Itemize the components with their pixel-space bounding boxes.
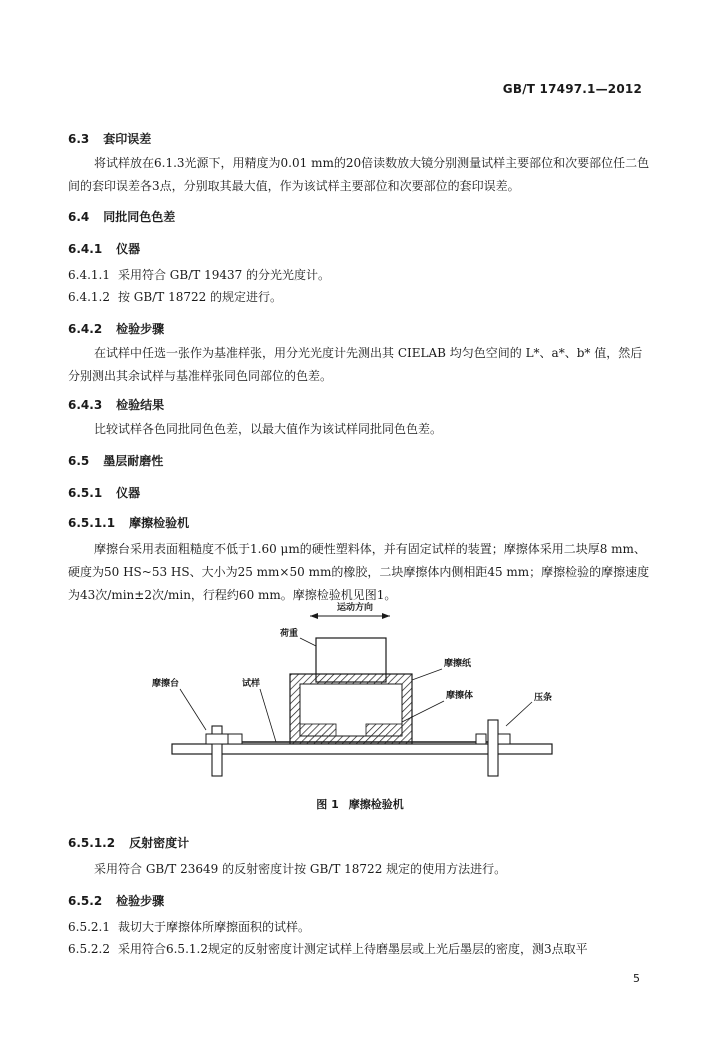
heading-number: 6.4	[68, 210, 90, 224]
label-paper: 摩擦纸	[444, 659, 472, 669]
paragraph-6-4-3: 比较试样各色同批同色色差，以最大值作为该试样同批同色色差。	[94, 422, 443, 436]
heading-title: 检验步骤	[116, 322, 165, 336]
label-direction: 运动方向	[337, 603, 374, 613]
heading-number: 6.5.2	[68, 894, 103, 908]
direction-arrow-left-head	[310, 613, 318, 619]
leader-load	[300, 638, 316, 646]
clamp-left-pad	[228, 734, 242, 744]
leader-paper	[412, 669, 442, 680]
item-text: 采用符合6.5.1.2规定的反射密度计测定试样上待磨墨层或上光后墨层的密度，测3点取平	[117, 942, 588, 956]
heading-6-5-1-1	[68, 514, 189, 531]
item-text: 裁切大于摩擦体所摩擦面积的试样。	[117, 920, 310, 934]
label-clamp: 压条	[534, 693, 553, 703]
item-6-4-1-1	[68, 264, 653, 287]
item-number: 6.4.1.2	[68, 290, 110, 304]
item-6-4-1-2	[68, 286, 653, 309]
heading-6-3	[68, 130, 151, 147]
heading-6-5-2	[68, 892, 164, 909]
paragraph-6-5-1-1: 摩擦台采用表面粗糙度不低于1.60 μm的硬性塑料体，并有固定试样的装置；摩擦体采用二块厚8 mm、硬度为50 HS~53 HS、大小为25 mm×50 mm的橡胶，二块摩擦体内侧相距45 mm；摩擦检验的摩擦速度为43次/min±2次/min，行程约60 mm。摩擦检验机见图1。	[68, 542, 650, 602]
label-body: 摩擦体	[446, 691, 474, 701]
heading-title: 检验结果	[116, 398, 165, 412]
heading-number: 6.3	[68, 132, 90, 146]
heading-title: 反射密度计	[129, 836, 190, 850]
heading-number: 6.4.3	[68, 398, 103, 412]
item-number: 6.5.2.2	[68, 942, 110, 956]
heading-6-5-1-2	[68, 834, 189, 851]
heading-6-4-1	[68, 240, 140, 257]
heading-6-5-1	[68, 484, 140, 501]
heading-title: 仪器	[116, 486, 141, 500]
leader-table	[180, 689, 206, 730]
label-table: 摩擦台	[152, 679, 180, 689]
item-6-5-2-2	[68, 938, 653, 961]
item-text: 采用符合 GB/T 19437 的分光光度计。	[117, 268, 331, 282]
item-text: 按 GB/T 18722 的规定进行。	[117, 290, 283, 304]
heading-title: 墨层耐磨性	[103, 454, 164, 468]
standard-code: GB/T 17497.1—2012	[502, 82, 642, 96]
heading-title: 套印误差	[103, 132, 152, 146]
paragraph-6-5-1-2: 采用符合 GB/T 23649 的反射密度计按 GB/T 18722 规定的使用方法进行。	[94, 862, 507, 876]
heading-title: 检验步骤	[116, 894, 165, 908]
heading-title: 同批同色色差	[103, 210, 176, 224]
item-number: 6.5.2.1	[68, 920, 110, 934]
clamp-left-bar	[206, 734, 228, 744]
figure-friction-tester	[150, 596, 570, 786]
page-number: 5	[633, 972, 640, 985]
heading-number: 6.5.1.1	[68, 516, 116, 530]
heading-number: 6.5	[68, 454, 90, 468]
clamp-right-pad	[476, 734, 486, 744]
heading-6-4	[68, 208, 175, 225]
heading-title: 仪器	[116, 242, 141, 256]
label-sample: 试样	[242, 679, 261, 689]
heading-number: 6.4.2	[68, 322, 103, 336]
friction-tester-diagram	[150, 596, 570, 786]
paragraph-6-3: 将试样放在6.1.3光源下，用精度为0.01 mm的20倍读数放大镜分别测量试样主要部位和次要部位任二色间的套印误差各3点，分别取其最大值，作为该试样主要部位和次要部位的套印误差。	[68, 156, 650, 193]
label-load: 荷重	[280, 629, 299, 639]
figure-number: 图 1	[316, 798, 339, 811]
leader-clamp	[506, 702, 532, 726]
item-number: 6.4.1.1	[68, 268, 110, 282]
figure-title: 摩擦检验机	[348, 798, 404, 811]
item-6-5-2-1	[68, 916, 653, 939]
heading-number: 6.5.1.2	[68, 836, 116, 850]
heading-6-4-2	[68, 320, 164, 337]
clamp-right-post	[488, 720, 498, 776]
direction-arrow-right-head	[382, 613, 390, 619]
rubber-pad-left	[300, 724, 336, 736]
leader-sample	[260, 689, 276, 742]
rubber-pad-right	[366, 724, 402, 736]
figure-caption	[0, 796, 720, 812]
heading-number: 6.4.1	[68, 242, 103, 256]
heading-6-4-3	[68, 396, 164, 413]
paragraph-6-4-2: 在试样中任选一张作为基准样张，用分光光度计先测出其 CIELAB 均匀色空间的 L*、a*、b* 值，然后分别测出其余试样与基准样张同色同部位的色差。	[68, 346, 643, 383]
clamp-right-bar	[498, 734, 510, 744]
heading-6-5	[68, 452, 163, 469]
heading-title: 摩擦检验机	[129, 516, 190, 530]
heading-number: 6.5.1	[68, 486, 103, 500]
